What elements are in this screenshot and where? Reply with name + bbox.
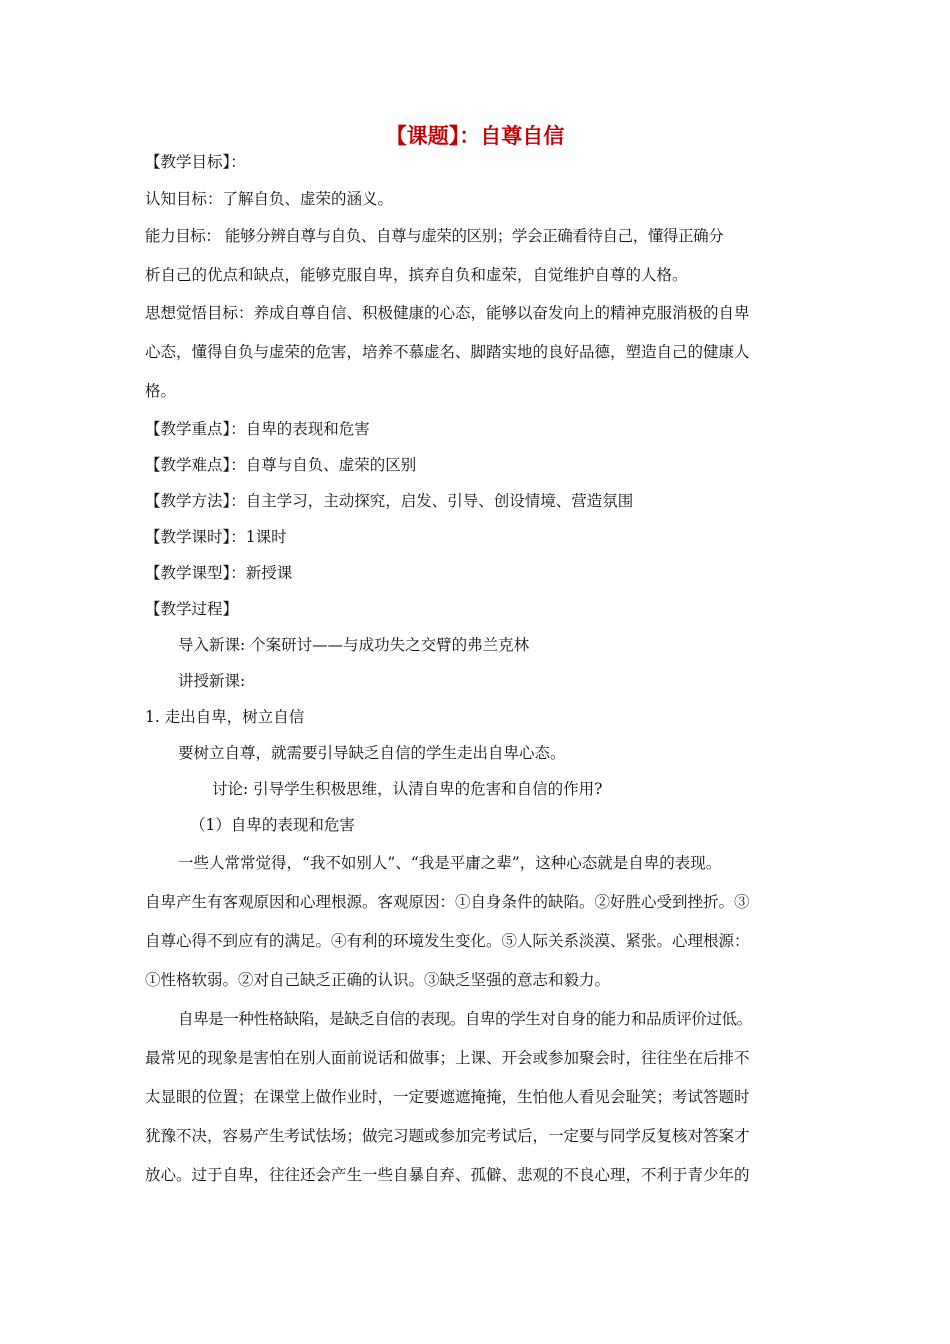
paragraph-line: 一些人常常觉得，“我不如别人”、“我是平庸之辈”，这种心态就是自卑的表现。	[178, 854, 722, 872]
teaching-objectives-heading: 【教学目标】：	[145, 153, 246, 171]
lesson-introduction: 导入新课: 个案研讨——与成功失之交臂的弗兰克林	[178, 636, 530, 654]
ideological-objective-line-2: 心态，懂得自负与虚荣的危害，培养不慕虚名、脚踏实地的良好品德，塑造自己的健康人	[145, 343, 750, 361]
paragraph-line: 自卑产生有客观原因和心理根源。客观原因：①自身条件的缺陷。②好胜心受到挫折。③	[145, 893, 750, 911]
lesson-title: 【课题】：自尊自信	[385, 124, 565, 148]
ideological-objective-line-1: 思想觉悟目标：养成自尊自信、积极健康的心态，能够以奋发向上的精神克服消极的自卑	[145, 304, 750, 322]
subsection-heading: （1）自卑的表现和危害	[190, 816, 355, 834]
class-hours: 【教学课时】：1课时	[145, 528, 287, 546]
paragraph-line: 最常见的现象是害怕在别人面前说话和做事；上课、开会或参加聚会时，往往坐在后排不	[145, 1049, 750, 1067]
ideological-objective-line-3: 格。	[145, 382, 177, 400]
paragraph-line: 犹豫不决，容易产生考试怯场；做完习题或参加完考试后，一定要与同学反复核对答案才	[145, 1127, 750, 1145]
lesson-type: 【教学课型】：新授课	[145, 564, 293, 582]
difficult-point: 【教学难点】：自尊与自负、虚荣的区别	[145, 456, 417, 474]
section-intro: 要树立自尊，就需要引导缺乏自信的学生走出自卑心态。	[178, 744, 566, 762]
key-point: 【教学重点】：自卑的表现和危害	[145, 420, 370, 438]
section-heading: 1. 走出自卑，树立自信	[145, 708, 305, 726]
teaching-process-heading: 【教学过程】	[145, 600, 239, 618]
new-lesson-label: 讲授新课:	[178, 672, 246, 690]
teaching-method: 【教学方法】：自主学习，主动探究，启发、引导、创设情境、营造氛围	[145, 492, 634, 510]
discussion-prompt: 讨论: 引导学生积极思维，认清自卑的危害和自信的作用?	[212, 780, 603, 798]
ability-objective-line-2: 析自己的优点和缺点，能够克服自卑，摈弃自负和虚荣，自觉维护自尊的人格。	[145, 266, 688, 284]
cognitive-objective: 认知目标：了解自负、虚荣的涵义。	[145, 190, 394, 208]
paragraph-line: 自卑是一种性格缺陷，是缺乏自信的表现。自卑的学生对自身的能力和品质评价过低。	[178, 1010, 752, 1028]
paragraph-line: 自尊心得不到应有的满足。④有利的环境发生变化。⑤人际关系淡漠、紧张。心理根源：	[145, 932, 750, 950]
paragraph-line: ①性格软弱。②对自己缺乏正确的认识。③缺乏坚强的意志和毅力。	[145, 971, 611, 989]
paragraph-line: 放心。过于自卑，往往还会产生一些自暴自弃、孤僻、悲观的不良心理，不利于青少年的	[145, 1166, 750, 1184]
paragraph-line: 太显眼的位置；在课堂上做作业时，一定要遮遮掩掩，生怕他人看见会耻笑；考试答题时	[145, 1088, 750, 1106]
ability-objective-line-1: 能力目标： 能够分辨自尊与自负、自尊与虚荣的区别；学会正确看待自己，懂得正确分	[145, 227, 724, 245]
